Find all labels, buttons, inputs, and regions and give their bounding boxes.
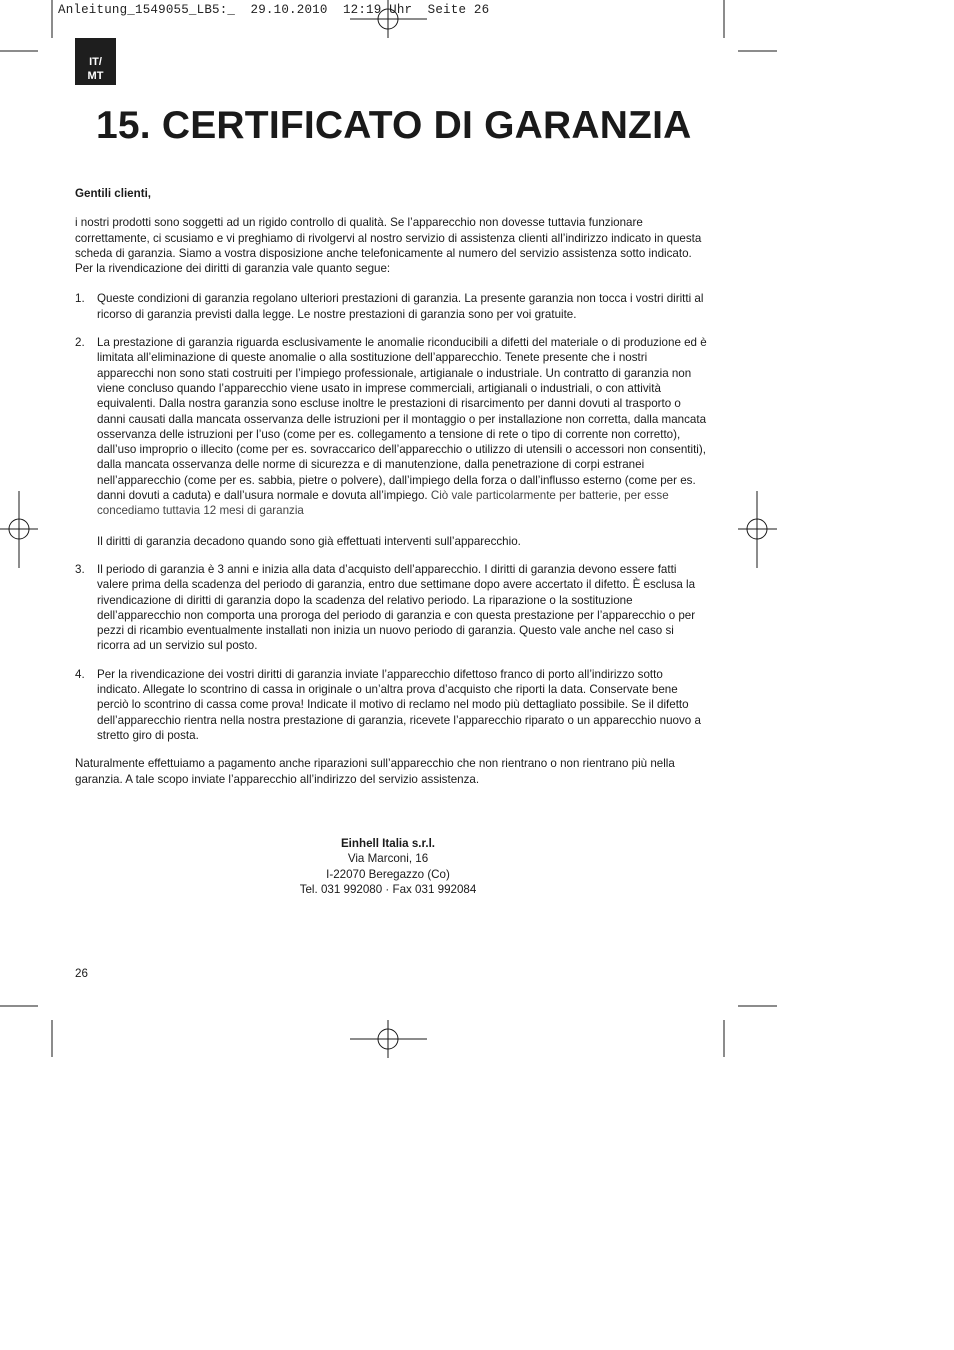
language-code-mt: MT [87,70,104,82]
item-subparagraph: Il diritti di garanzia decadono quando sono già effettuati interventi sull’apparecchio. [97,534,521,548]
battery-note: Ciò vale particolarmente per batterie, per esse concediamo tuttavia 12 mesi di garanzia [97,489,669,518]
intro-paragraph: i nostri prodotti sono soggetti ad un rigido controllo di qualità. Se l’apparecchio non dovesse tuttavia funzionare correttamente, ci scusiamo e vi preghiamo di rivolgervi al nostro servizio di assistenza clienti all’indirizzo indicato in questa scheda di garanzia. Siamo a vostra disposizione anche telefonicamente al numero del servizio assistenza sotto indicato. Per la rivendicazione dei diritti di garanzia vale quanto segue: [75,216,702,276]
language-code-it: IT/ [89,56,102,68]
list-item [75,291,707,322]
item-number: 4. [75,667,85,681]
warranty-conditions-list [75,291,707,743]
item-text: Per la rivendicazione dei vostri diritti di garanzia inviate l’apparecchio difettoso franco di porto all’indirizzo sotto indicato. Allegate lo scontrino di cassa in originale o un’altra prova d’acquisto che riporti la data. Conservate bene perciò lo scontrino di cassa come prova! Indicate il motivo di reclamo nel modo più dettagliato possibile. Se il difetto dell’apparecchio rientra nella nostra prestazione di garanzia, ricevete l’apparecchio riparato o un apparecchio nuovo a stretto giro di posta. [97,667,701,742]
address-street: Via Marconi, 16 [347,852,429,866]
item-text: La prestazione di garanzia riguarda esclusivamente le anomalie riconducibili a difetti del materiale o di produzione ed è limitata all’eliminazione di queste anomalie o alla sostituzione dell’apparecchio. Tenete presente che i nostri apparecchi non sono stati costruiti per l’impiego professionale, artigianale o industriale. Un contratto di garanzia non viene concluso quando l’apparecchio viene usato in imprese commerciali, artigianali o industriali, o con attività equivalenti. Dalla nostra garanzia sono escluse inoltre le prestazioni di risarcimento per danni dovuti al trasporto o danni causati dalla mancata osservanza delle istruzioni per il montaggio o per installazione non corretta, dalla mancata osservanza delle istruzioni per l’uso (come per es. collegamento a tensione di rete o tipo di corrente non corretto), dall’uso improprio o illecito (come per es. sovraccarico dell’apparecchio o utilizzo di utensili o accessori non consentiti), dalla mancata osservanza delle norme di sicurezza e di manutenzione, dalla penetrazione di corpi estranei nell’apparecchio (come per es. sabbia, pietre o polvere), dall’impiego della forza o dall’influsso esterno (come per es. danni dovuti a caduta) e dall’usura normale e dovuta all’impiego. [97,336,707,503]
item-number: 3. [75,562,85,576]
address-city: I-22070 Beregazzo (Co) [326,867,450,881]
item-number: 2. [75,336,85,350]
page-number: 26 [75,967,88,980]
item-text: Il periodo di garanzia è 3 anni e inizia alla data d’acquisto dell’apparecchio. I diritti di garanzia devono essere fatti valere prima della scadenza del periodo di garanzia, entro due settimane dopo avere accertato il difetto. È esclusa la rivendicazione di diritti di garanzia dopo la scadenza del relativo periodo. La riparazione o la sostituzione dell’apparecchio non comporta una proroga del periodo di garanzia e con questa prestazione per l’apparecchio o per pezzi di ricambio eventualmente installati non inizia un nuovo periodo di garanzia. Questo vale anche nel caso si ricorra ad un servizio sul posto. [97,562,696,653]
warranty-body [75,186,707,787]
item-number: 1. [75,292,85,306]
language-tab [75,38,116,85]
address-phone-fax: Tel. 031 992080 · Fax 031 992084 [299,882,477,896]
list-item [75,562,707,654]
company-name: Einhell Italia s.r.l. [340,837,436,850]
list-item [75,667,707,743]
page-title: 15. CERTIFICATO DI GARANZIA [96,104,692,147]
greeting: Gentili clienti, [75,187,152,200]
closing-paragraph: Naturalmente effettuiamo a pagamento anche riparazioni sull’apparecchio che non rientrano o non rientrano più nella garanzia. A tale scopo inviate l’apparecchio all’indirizzo del servizio assistenza. [75,757,675,786]
list-item [75,335,707,549]
print-slug: Anleitung_1549055_LB5:_ 29.10.2010 12:19 Uhr Seite 26 [58,3,490,17]
service-address [188,836,588,897]
item-text: Queste condizioni di garanzia regolano ulteriori prestazioni di garanzia. La presente garanzia non tocca i vostri diritti al ricorso di garanzia previsti dalla legge. Le nostre prestazioni di garanzia sono per voi gratuite. [97,292,704,321]
